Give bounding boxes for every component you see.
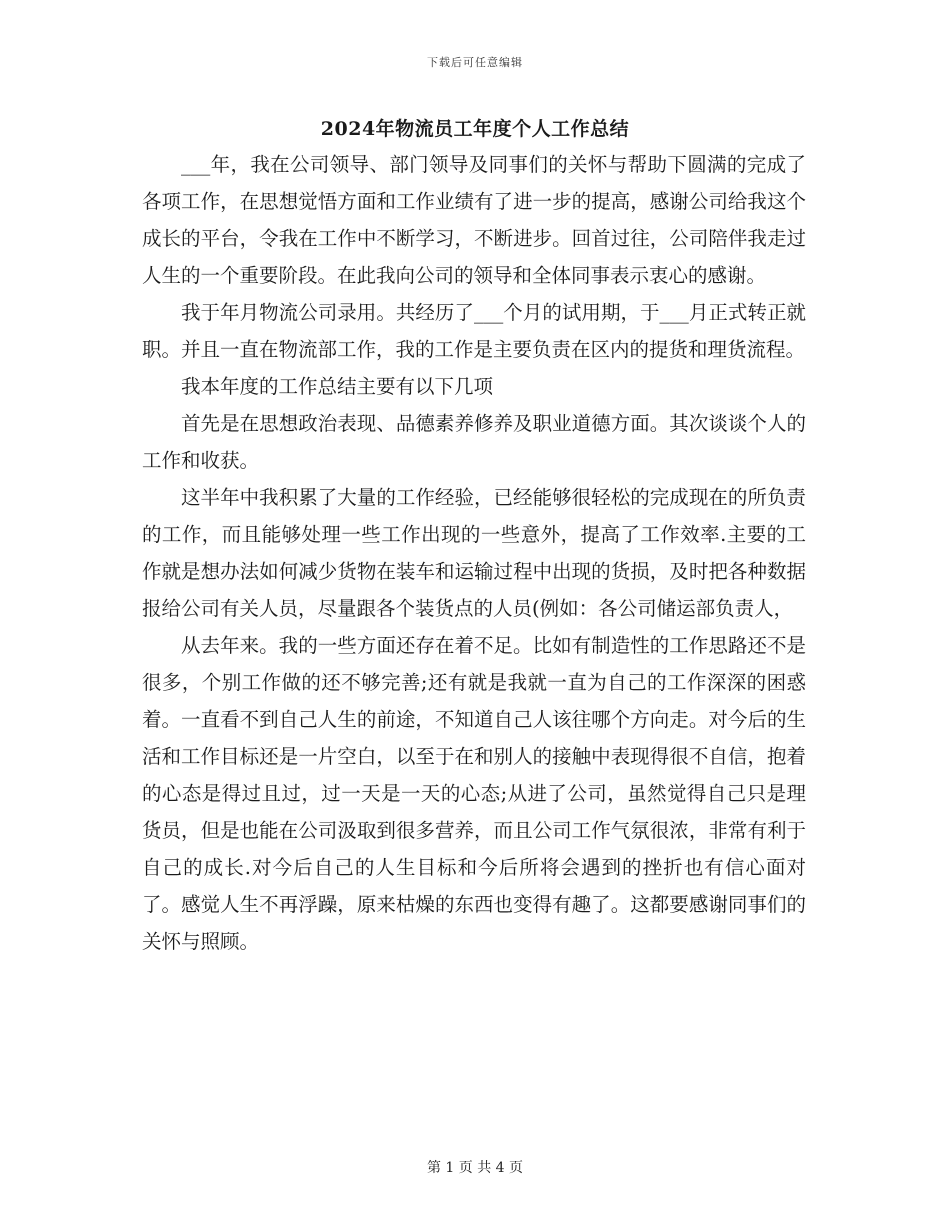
page-number-footer: 第 1 页 共 4 页 <box>426 1160 524 1176</box>
document-body <box>142 146 806 960</box>
paragraph-5: 这半年中我积累了大量的工作经验，已经能够很轻松的完成现在的所负责的工作，而且能够处理一些工作出现的一些意外，提高了工作效率.主要的工作就是想办法如何减少货物在装车和运输过程中出现的货损，及时把各种数据报给公司有关人员，尽量跟各个装货点的人员(例如：各公司储运部负责人， <box>142 486 806 620</box>
document-title: 2024年物流员工年度个人工作总结 <box>320 118 630 140</box>
paragraph-4: 首先是在思想政治表现、品德素养修养及职业道德方面。其次谈谈个人的工作和收获。 <box>142 412 806 472</box>
header-note: 下载后可任意编辑 <box>427 56 523 69</box>
paragraph-2: 我于年月物流公司录用。共经历了___个月的试用期，于___月正式转正就职。并且一直在物流部工作，我的工作是主要负责在区内的提货和理货流程。 <box>142 301 806 361</box>
paragraph-3: 我本年度的工作总结主要有以下几项 <box>181 375 494 398</box>
paragraph-6: 从去年来。我的一些方面还存在着不足。比如有制造性的工作思路还不是很多，个别工作做的还不够完善;还有就是我就一直为自己的工作深深的困惑着。一直看不到自己人生的前途，不知道自己人该往哪个方向走。对今后的生活和工作目标还是一片空白，以至于在和别人的接触中表现得很不自信，抱着的心态是得过且过，过一天是一天的心态;从进了公司，虽然觉得自己只是理货员，但是也能在公司汲取到很多营养，而且公司工作气氛很浓，非常有利于自己的成长.对今后自己的人生目标和今后所将会遇到的挫折也有信心面对了。感觉人生不再浮躁，原来枯燥的东西也变得有趣了。这都要感谢同事们的关怀与照顾。 <box>142 634 806 953</box>
paragraph-1: ___年，我在公司领导、部门领导及同事们的关怀与帮助下圆满的完成了各项工作，在思想觉悟方面和工作业绩有了进一步的提高，感谢公司给我这个成长的平台，令我在工作中不断学习，不断进步。回首过往，公司陪伴我走过人生的一个重要阶段。在此我向公司的领导和全体同事表示衷心的感谢。 <box>142 153 806 287</box>
